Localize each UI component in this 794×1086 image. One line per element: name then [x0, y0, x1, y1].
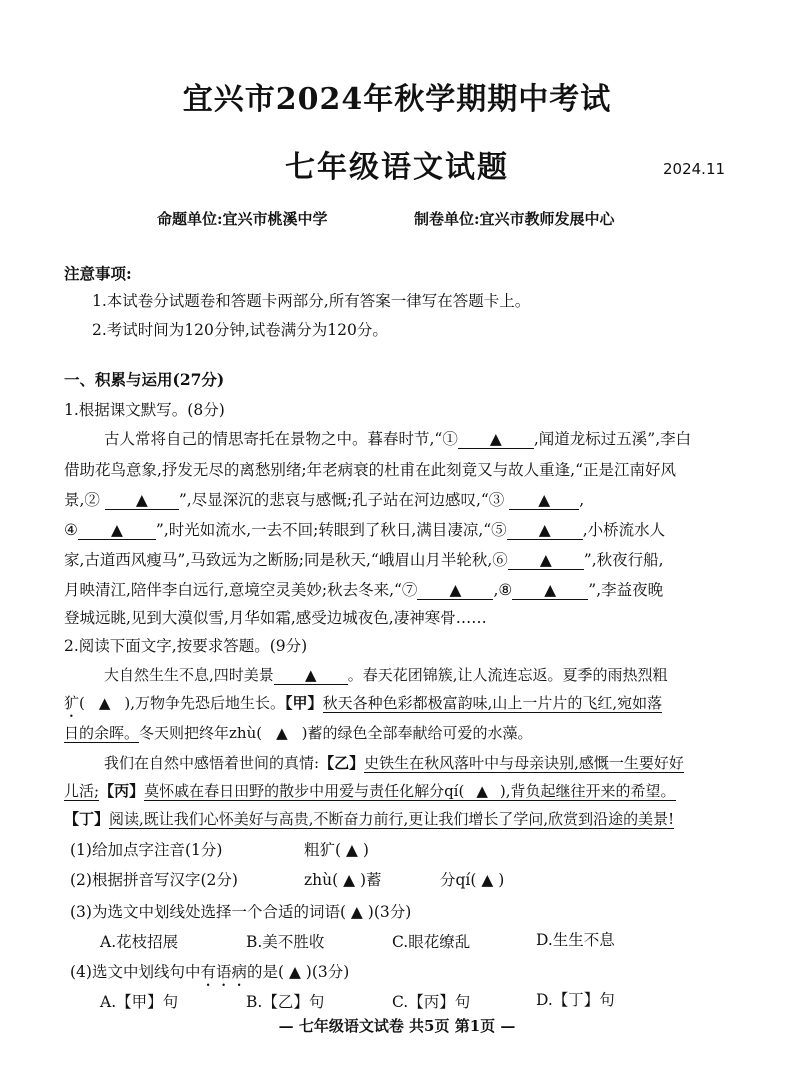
exam-title: 宜兴市2024年秋学期期中考试: [182, 82, 612, 117]
sub3-option-c: C.眼花缭乱: [392, 933, 471, 951]
sub3-option-d: D.生生不息: [536, 931, 615, 949]
q1-text: ”,李益夜晚: [588, 581, 664, 599]
dotted-phrase: 有语病: [200, 963, 247, 981]
print-unit: 制卷单位:宜兴市教师发展中心: [414, 210, 615, 228]
underlined-sentence-bing: 莫怀戚在春日田野的散步中用爱与责任化解分qí(: [144, 782, 465, 800]
q1-line-7: 登城远眺,见到大漠似雪,月华如霜,感受边城夜色,凄神寒骨……: [64, 609, 487, 627]
page-footer: — 七年级语文试卷 共5页 第1页 —: [278, 1017, 516, 1035]
q2-para-line-4: [104, 752, 684, 773]
q1-text: ”,尽显深沉的悲哀与感慨;孔子站在河边感叹,“③: [178, 491, 505, 509]
q2-text: 冬天则把终年zhù(: [139, 724, 263, 742]
answer-blank-2: ▲: [105, 492, 179, 510]
q2-para-line-2: [64, 692, 662, 721]
underlined-sentence-bing: ),背负起继往开来的希望。: [499, 782, 676, 800]
q1-line-5: [64, 548, 664, 570]
q2-text: 。春天花团锦簇,让人流连忘返。夏季的雨热烈粗: [347, 666, 668, 684]
notice-item-2: 2.考试时间为120分钟,试卷满分为120分。: [92, 321, 388, 339]
answer-mark: ▲: [98, 694, 111, 712]
label-jia: 【甲】: [285, 694, 323, 712]
sub4-option-a: A.【甲】句: [100, 993, 179, 1011]
answer-blank-4: ▲: [78, 522, 156, 540]
sub2-word-2: 分qí( ▲ ): [440, 871, 505, 889]
q2-para-line-5: [64, 780, 676, 801]
q1-text: 景,②: [64, 491, 100, 509]
answer-mark: ▲: [464, 782, 500, 801]
underlined-sentence-yi: 史铁生在秋风落叶中与母亲诀别,感慨一生要好好: [364, 754, 684, 772]
q2-blank-word: ▲: [274, 667, 348, 685]
q2-text: )蓄的绿色全部奉献给可爱的水藻。: [301, 724, 533, 742]
q1-line-6: [64, 578, 663, 600]
q2-para-line-6: [64, 808, 674, 829]
sub-question-4: [70, 960, 349, 990]
q1-text: ”,秋夜行船,: [583, 551, 664, 569]
question-1-stem: 1.根据课文默写。(8分): [64, 401, 225, 419]
q1-line-1: [104, 427, 691, 449]
sub4-option-c: C.【丙】句: [392, 993, 471, 1011]
q1-text: ,小桥流水人: [582, 521, 666, 539]
q1-text: ”,时光如流水,一去不回;转眼到了秋日,满目凄凉,“⑤: [155, 521, 507, 539]
q1-text: 古人常将自己的情思寄托在景物之中。暮春时节,“①: [104, 430, 458, 448]
notice-item-1: 1.本试卷分试题卷和答题卡两部分,所有答案一律写在答题卡上。: [92, 292, 531, 310]
label-yi: 【乙】: [319, 754, 365, 772]
q2-text: ),万物争先恐后地生长。: [124, 694, 286, 712]
answer-blank-7: ▲: [417, 582, 493, 600]
sub-question-2: (2)根据拼音写汉字(2分): [70, 871, 238, 889]
q1-line-3: [64, 488, 584, 510]
answer-blank-5: ▲: [507, 522, 583, 540]
q2-text: 我们在自然中感悟着世间的真情:: [104, 754, 320, 772]
sub3-option-a: A.花枝招展: [100, 933, 179, 951]
exam-date: 2024.11: [663, 160, 726, 178]
label-ding: 【丁】: [64, 810, 110, 828]
sub4-option-d: D.【丁】句: [536, 991, 615, 1009]
q2-text: 大自然生生不息,四时美景: [104, 666, 274, 684]
q2-para-line-1: [104, 664, 668, 685]
answer-mark: ▲: [276, 724, 288, 742]
q1-text: ④: [64, 521, 78, 539]
notice-heading: 注意事项:: [64, 264, 132, 283]
answer-blank-6: ▲: [508, 552, 584, 570]
q1-text: ,⑧: [493, 581, 513, 599]
answer-blank-1: ▲: [458, 431, 534, 449]
sub1-word-text: 粗犷: [304, 841, 336, 859]
sub-question-1: (1)给加点字注音(1分): [70, 841, 223, 859]
q1-line-2: 借助花鸟意象,抒发无尽的离愁别绪;年老病衰的杜甫在此刻竟又与故人重逢,“正是江南好风: [64, 461, 677, 479]
sub2-word-1: zhù( ▲ )蓄: [304, 871, 382, 889]
q1-text: 家,古道西风瘦马”,马致远为之断肠;同是秋天,“峨眉山月半轮秋,⑥: [64, 551, 508, 569]
underlined-sentence-ding: 阅读,既让我们心怀美好与高贵,不断奋力前行,更让我们增长了学问,欣赏到沿途的美景!: [109, 810, 675, 828]
sub4-text: (4)选文中划线句中: [70, 963, 201, 981]
answer-blank-3: ▲: [509, 492, 579, 510]
sub4-text: 的是( ▲ )(3分): [246, 963, 350, 981]
q1-text: 月映清江,陪伴李白远行,意境空灵美妙;秋去冬来,“⑦: [64, 581, 418, 599]
q1-text: ,闻道龙标过五溪”,李白: [533, 430, 692, 448]
question-2-stem: 2.阅读下面文字,按要求答题。(9分): [64, 637, 308, 655]
author-unit: 命题单位:宜兴市桃溪中学: [157, 210, 328, 228]
sub1-word: [304, 838, 369, 860]
sub-question-3: (3)为选文中划线处选择一个合适的词语( ▲ )(3分): [70, 903, 412, 921]
section-heading: 一、积累与运用(27分): [64, 370, 225, 389]
q1-text: ,: [579, 491, 585, 509]
q1-line-4: [64, 518, 665, 540]
sub4-option-b: B.【乙】句: [246, 993, 325, 1011]
exam-subtitle: 七年级语文试题: [285, 150, 509, 185]
q2-text: (: [79, 694, 85, 712]
q2-para-line-3: [64, 722, 533, 743]
sub1-answer-paren: ( ▲ ): [335, 841, 369, 859]
underlined-sentence-jia: 秋天各种色彩都极富韵味,山上一片片的飞红,宛如落: [322, 694, 663, 712]
sub3-option-b: B.美不胜收: [246, 933, 325, 951]
underlined-sentence-jia: 日的余晖。: [64, 724, 140, 742]
underlined-sentence-yi: 儿活;: [64, 782, 100, 800]
dotted-char: 犷: [64, 694, 80, 712]
answer-blank-8: ▲: [512, 582, 588, 600]
label-bing: 【丙】: [99, 782, 145, 800]
